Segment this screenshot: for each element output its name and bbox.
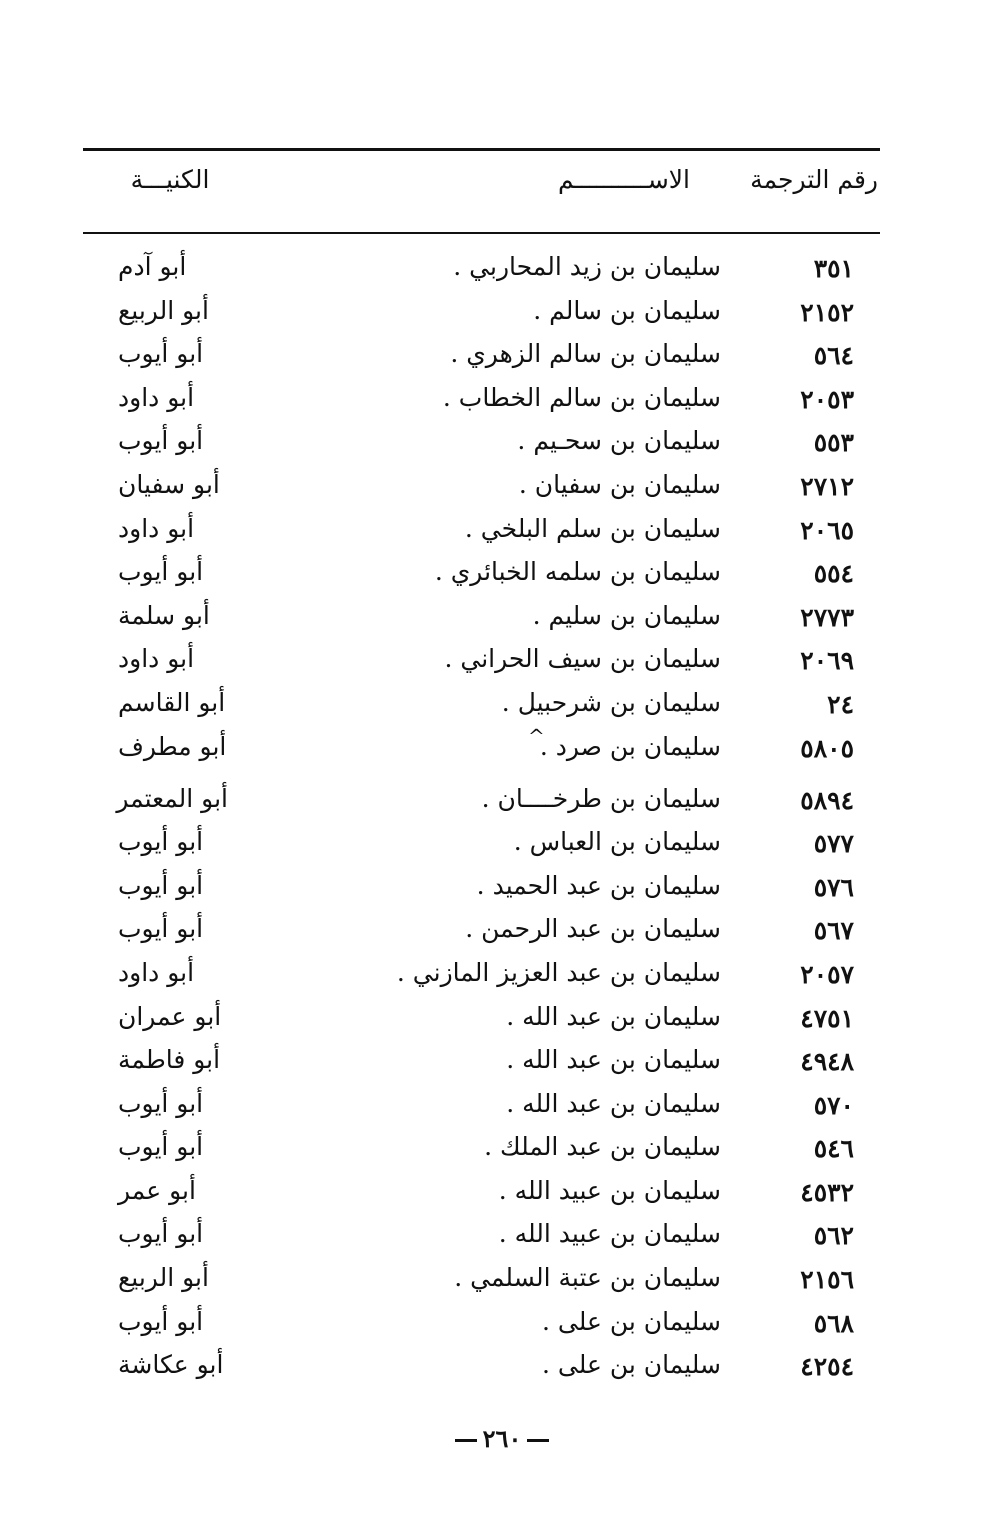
entry-kunya: أبو عمر	[118, 1175, 196, 1205]
entry-name: سليمان بن عبيد الله .	[498, 1175, 721, 1205]
entry-name: سليمان بن عبيد الله .	[498, 1219, 721, 1249]
entry-name: سليمان بن سليم .	[532, 600, 721, 630]
entries-table	[0, 248, 1004, 1390]
entry-name: سليمان بن سلم البلخي .	[464, 513, 721, 543]
entry-kunya: أبو أيوب	[118, 557, 204, 587]
entry-number: ٥٤٦	[813, 1134, 854, 1164]
entry-kunya: أبو داود	[118, 382, 195, 412]
entry-kunya: أبو المعتمر	[116, 783, 228, 813]
table-row	[0, 553, 1004, 597]
entry-kunya: أبو آدم	[118, 252, 187, 281]
entry-kunya: أبو داود	[118, 513, 195, 543]
entry-kunya: أبو أيوب	[118, 1306, 204, 1336]
entry-number: ٥٦٧	[813, 916, 854, 946]
entry-name: سليمان بن العباس .	[513, 827, 721, 857]
entry-name: سليمان بن سيف الحراني .	[444, 644, 721, 674]
entry-number: ٢٠٦٥	[800, 515, 854, 545]
entry-number: ٥٧٧	[813, 829, 854, 859]
entry-number: ٤٥٣٢	[800, 1177, 854, 1207]
entry-name: سليمان بن سالم الزهري .	[450, 339, 721, 369]
table-row	[0, 1303, 1004, 1347]
entry-number: ٥٨٩٤	[800, 785, 854, 815]
entry-name: سليمان بن عبد الله .	[506, 1088, 721, 1118]
entry-number: ٢٧٧٣	[800, 602, 854, 632]
entry-number: ٥٧٦	[813, 872, 854, 902]
entry-kunya: أبو سفيان	[118, 469, 220, 499]
entry-kunya: أبو داود	[118, 957, 195, 987]
entry-kunya: أبو أيوب	[118, 1088, 204, 1118]
table-row	[0, 1346, 1004, 1390]
entry-kunya: أبو أيوب	[118, 827, 204, 857]
table-row	[0, 780, 1004, 824]
entry-name: سليمان بن عبد الله .	[506, 1045, 721, 1075]
table-row	[0, 1172, 1004, 1216]
entry-kunya: أبو عكاشة	[118, 1350, 224, 1380]
entry-number: ٤٧٥١	[800, 1003, 854, 1033]
entry-number: ٤٩٤٨	[800, 1047, 854, 1077]
entry-kunya: أبو أيوب	[118, 914, 204, 944]
header-rule	[83, 232, 880, 234]
page-number-dash	[527, 1439, 549, 1442]
table-row	[0, 954, 1004, 998]
entry-name: سليمان بن سلمه الخبائري .	[434, 557, 721, 587]
entry-number: ٥٦٨	[813, 1308, 854, 1338]
annotation-caret: ^	[528, 724, 545, 748]
entry-kunya: أبو أيوب	[118, 1219, 204, 1249]
entry-number: ٥٧٠	[813, 1090, 854, 1120]
entry-kunya: أبو الربيع	[118, 295, 209, 325]
entry-kunya: أبو سلمة	[118, 600, 210, 630]
table-row	[0, 510, 1004, 554]
table-row	[0, 640, 1004, 684]
table-row	[0, 823, 1004, 867]
header-name: الاســــــــــم	[557, 165, 690, 194]
entry-name: سليمان بن سالم الخطاب .	[442, 382, 721, 412]
page-number	[0, 1424, 1004, 1453]
entry-number: ٤٢٥٤	[800, 1352, 854, 1382]
table-row	[0, 1215, 1004, 1259]
entry-number: ٣٥١	[813, 254, 854, 283]
entry-name: سليمان بن عبد الله .	[506, 1001, 721, 1031]
entry-kunya: أبو مطرف	[118, 731, 227, 761]
entry-name: سليمان بن سحـيم .	[517, 426, 721, 456]
entry-number: ٥٨٠٥	[800, 733, 854, 763]
entry-name: سليمان بن عبد العزيز المازني .	[396, 957, 721, 987]
table-row	[0, 1085, 1004, 1129]
header-kunya: الكنيـــة	[130, 165, 210, 194]
entry-name: سليمان بن سالم .	[533, 295, 721, 325]
table-row	[0, 466, 1004, 510]
entry-number: ٢٧١٢	[800, 471, 854, 501]
table-row	[0, 728, 1004, 780]
table-row	[0, 248, 1004, 292]
entry-kunya: أبو عمران	[118, 1001, 222, 1031]
entry-name: سليمان بن على .	[541, 1306, 721, 1336]
table-row	[0, 597, 1004, 641]
entry-name: سليمان بن عبد الملك .	[484, 1132, 721, 1162]
entry-number: ٥٦٢	[813, 1221, 854, 1251]
entry-name: سليمان بن عتبة السلمي .	[454, 1263, 721, 1293]
table-row	[0, 910, 1004, 954]
entry-number: ٢٠٥٣	[800, 384, 854, 414]
header-translation-number: رقم الترجمة	[750, 165, 878, 194]
table-row	[0, 684, 1004, 728]
entry-kunya: أبو فاطمة	[118, 1045, 221, 1075]
table-row	[0, 1128, 1004, 1172]
entry-name: سليمان بن سفيان .	[518, 469, 721, 499]
entry-kunya: أبو أيوب	[118, 1132, 204, 1162]
table-row	[0, 379, 1004, 423]
entry-name: سليمان بن عبد الحميد .	[476, 870, 721, 900]
table-row	[0, 1041, 1004, 1085]
entry-name: سليمان بن زيد المحاربي .	[453, 252, 721, 281]
table-row	[0, 422, 1004, 466]
table-row	[0, 998, 1004, 1042]
top-rule	[83, 148, 880, 151]
entry-kunya: أبو أيوب	[118, 426, 204, 456]
table-row	[0, 867, 1004, 911]
table-row	[0, 292, 1004, 336]
table-row	[0, 335, 1004, 379]
page-number-dash	[455, 1439, 477, 1442]
table-row	[0, 1259, 1004, 1303]
entry-kunya: أبو القاسم	[118, 687, 226, 717]
entry-number: ٢٤	[827, 689, 854, 719]
entry-number: ٥٦٤	[813, 341, 854, 371]
entry-kunya: أبو أيوب	[118, 870, 204, 900]
entry-kunya: أبو داود	[118, 644, 195, 674]
entry-name: سليمان بن صرد .	[539, 731, 721, 761]
entry-name: سليمان بن شرحبيل .	[501, 687, 721, 717]
entry-kunya: أبو الربيع	[118, 1263, 209, 1293]
entry-number: ٢٠٥٧	[800, 959, 854, 989]
entry-number: ٢٠٦٩	[800, 646, 854, 676]
page-number-value: ٢٦٠	[482, 1424, 522, 1453]
entry-name: سليمان بن عبد الرحمن .	[465, 914, 721, 944]
entry-number: ٥٥٤	[813, 559, 854, 589]
entry-number: ٥٥٣	[813, 428, 854, 458]
entry-name: سليمان بن على .	[541, 1350, 721, 1380]
entry-name: سليمان بن طرخــــان .	[481, 783, 721, 813]
entry-number: ٢١٥٢	[800, 297, 854, 327]
entry-kunya: أبو أيوب	[118, 339, 204, 369]
entry-number: ٢١٥٦	[800, 1265, 854, 1295]
